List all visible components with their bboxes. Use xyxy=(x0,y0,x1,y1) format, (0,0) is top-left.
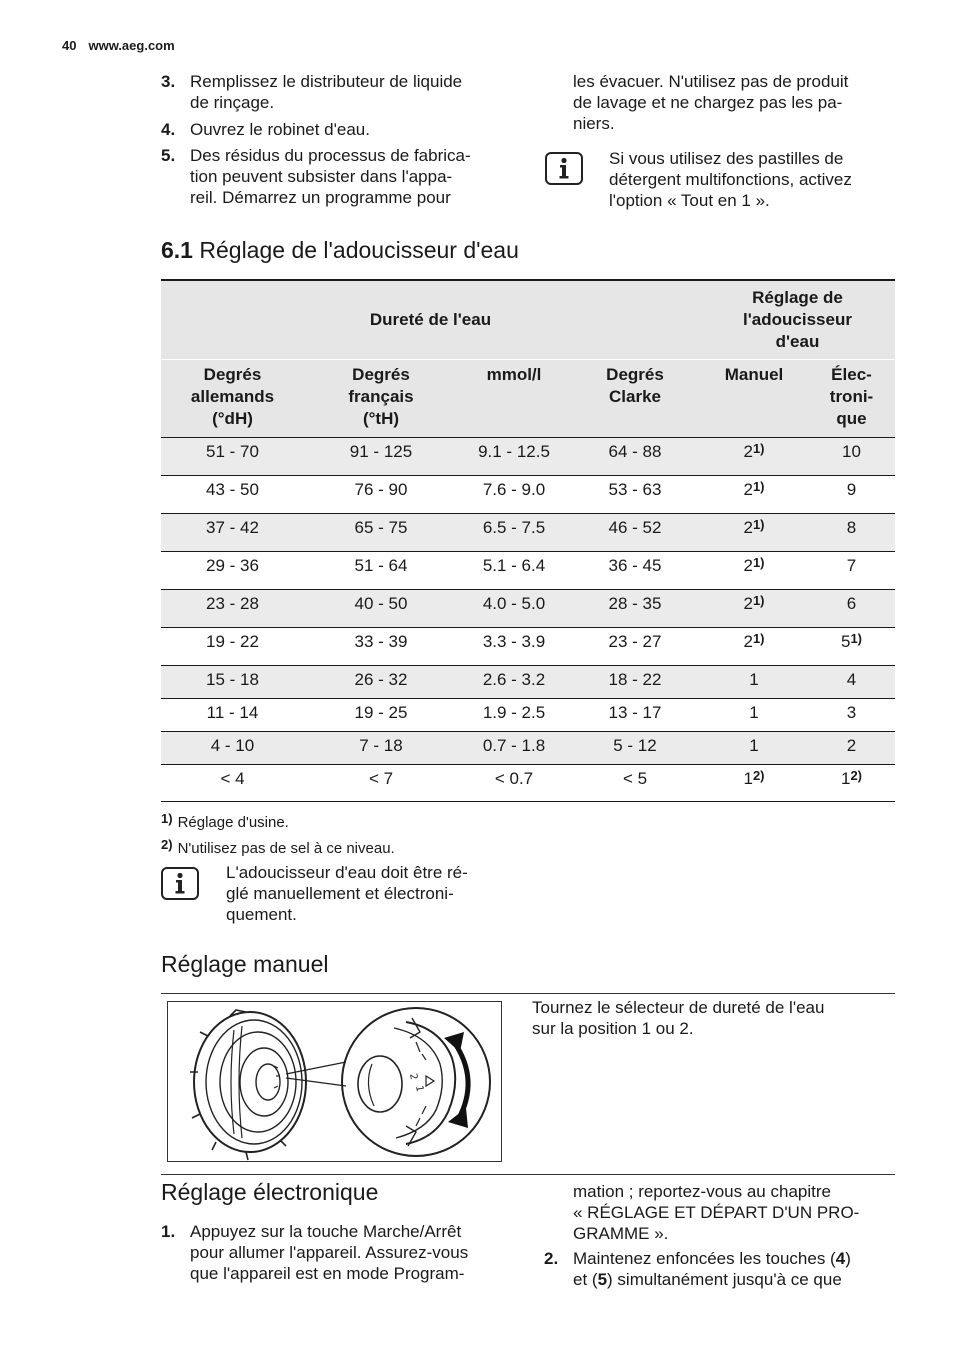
text-fragment: ) simultanément jusqu'à ce que xyxy=(607,1270,842,1289)
cell-value: 29 - 36 xyxy=(206,556,259,575)
cell-clarke xyxy=(570,514,700,552)
cell-value: 3 xyxy=(846,703,857,722)
cell-mmol xyxy=(458,552,570,590)
footnote-mark: 1) xyxy=(161,811,173,826)
footnote-ref: 1) xyxy=(752,631,765,646)
cell-value: 64 - 88 xyxy=(608,442,662,461)
table-row xyxy=(161,438,895,476)
col-header-clarke xyxy=(570,360,700,438)
info-glyph xyxy=(547,154,581,183)
cell-value: 9 xyxy=(846,480,857,499)
cell-clarke xyxy=(570,590,700,628)
cell-value: 19 - 25 xyxy=(354,703,408,722)
cell-value: 1 xyxy=(749,670,759,689)
table-row xyxy=(161,476,895,514)
table-row xyxy=(161,765,895,802)
cell-value: < 7 xyxy=(368,769,394,788)
line: l'adoucisseur xyxy=(743,310,852,329)
cell-value: 2 xyxy=(743,594,753,613)
section-rule-bottom xyxy=(161,1174,895,1175)
cell-value: 28 - 35 xyxy=(608,594,662,613)
cell-value: 6.5 - 7.5 xyxy=(482,518,546,537)
cell-value: 2 xyxy=(743,556,753,575)
line: de lavage et ne chargez pas les pa- xyxy=(573,93,843,112)
info-note-softener xyxy=(226,862,526,925)
cell-value: 6 xyxy=(846,594,857,613)
footnote-mark: 2) xyxy=(161,837,173,852)
table-column-header xyxy=(161,360,895,438)
cell-value: < 4 xyxy=(220,769,245,788)
cell-th xyxy=(304,476,458,514)
text-fragment: ) xyxy=(845,1249,851,1268)
cell-value: < 0.7 xyxy=(494,769,534,788)
footnote-ref: 2) xyxy=(850,768,863,783)
step-3 xyxy=(161,71,521,115)
line: Degrés xyxy=(606,365,664,384)
line: L'adoucisseur d'eau doit être ré- xyxy=(226,863,468,882)
dial-label-1: 1 xyxy=(413,1084,425,1093)
cell-value: 13 - 17 xyxy=(608,703,662,722)
text-fragment: et ( xyxy=(573,1270,598,1289)
line: troni- xyxy=(829,387,874,406)
cell-mmol xyxy=(458,666,570,699)
cell-value: 8 xyxy=(846,518,857,537)
key-reference: 4 xyxy=(835,1249,846,1268)
table-row xyxy=(161,699,895,732)
cell-value: 0.7 - 1.8 xyxy=(482,736,546,755)
cell-mmol xyxy=(458,514,570,552)
cell-value: 1 xyxy=(749,703,759,722)
cell-manual xyxy=(700,666,808,699)
cell-value: 2 xyxy=(743,442,753,461)
cell-value: 7 - 18 xyxy=(359,736,403,755)
cell-mmol xyxy=(458,699,570,732)
cell-value: 91 - 125 xyxy=(349,442,413,461)
cell-value: 7.6 - 9.0 xyxy=(482,480,546,499)
step-number: 4. xyxy=(161,120,176,139)
cell-th xyxy=(304,590,458,628)
cell-value: 2.6 - 3.2 xyxy=(482,670,546,689)
cell-mmol xyxy=(458,732,570,765)
cell-value: 4 - 10 xyxy=(210,736,255,755)
footnote-ref: 1) xyxy=(752,517,765,532)
cell-clarke xyxy=(570,476,700,514)
line: les évacuer. N'utilisez pas de produit xyxy=(573,72,849,91)
cell-dh xyxy=(161,476,304,514)
step-5-continuation xyxy=(573,71,903,134)
manual-setting-text xyxy=(532,997,892,1039)
table-row xyxy=(161,732,895,765)
cell-value: 46 - 52 xyxy=(608,518,662,537)
cell-manual xyxy=(700,628,808,666)
cell-dh xyxy=(161,552,304,590)
line: que xyxy=(836,409,867,428)
cell-value: 4.0 - 5.0 xyxy=(482,594,546,613)
step-text xyxy=(190,71,462,113)
cell-th xyxy=(304,765,458,802)
dial-illustration xyxy=(168,1002,501,1161)
cell-dh xyxy=(161,699,304,732)
cell-th xyxy=(304,628,458,666)
cell-value: 18 - 22 xyxy=(608,670,662,689)
table-row xyxy=(161,666,895,699)
step-5 xyxy=(161,145,521,211)
line: (°dH) xyxy=(212,409,253,428)
cell-value: 53 - 63 xyxy=(608,480,662,499)
line: l'option « Tout en 1 ». xyxy=(609,191,770,210)
electronic-step-2 xyxy=(544,1248,904,1292)
website-url: www.aeg.com xyxy=(88,38,175,53)
line: Des résidus du processus de fabrica- xyxy=(190,146,471,165)
line: niers. xyxy=(573,114,615,133)
step-number: 5. xyxy=(161,146,176,165)
cell-mmol xyxy=(458,438,570,476)
cell-dh xyxy=(161,438,304,476)
cell-th xyxy=(304,514,458,552)
cell-value: 4 xyxy=(846,670,857,689)
line: Réglage de xyxy=(752,288,843,307)
footnote-ref: 1) xyxy=(752,593,765,608)
footnote-ref: 1) xyxy=(752,555,765,570)
page-number: 40 xyxy=(62,38,77,53)
line: de rinçage. xyxy=(190,93,275,112)
cell-manual xyxy=(700,699,808,732)
col-header-th xyxy=(304,360,458,438)
table-body xyxy=(161,438,895,802)
cell-value: 3.3 - 3.9 xyxy=(482,632,546,651)
cell-electronic xyxy=(808,438,895,476)
cell-value: 33 - 39 xyxy=(354,632,408,651)
cell-value: 5 - 12 xyxy=(613,736,657,755)
cell-th xyxy=(304,666,458,699)
cell-value: 65 - 75 xyxy=(354,518,408,537)
cell-manual xyxy=(700,732,808,765)
cell-clarke xyxy=(570,666,700,699)
footnote-ref: 1) xyxy=(850,631,863,646)
hardness-dial-figure xyxy=(167,1001,502,1162)
cell-electronic xyxy=(808,666,895,699)
salt-container-cap xyxy=(190,1010,306,1160)
step-text xyxy=(573,1248,851,1290)
cell-mmol xyxy=(458,476,570,514)
cell-value: 1 xyxy=(840,769,851,788)
cell-value: 51 - 70 xyxy=(206,442,259,461)
step-number: 1. xyxy=(161,1222,176,1241)
cell-clarke xyxy=(570,552,700,590)
cell-value: 23 - 27 xyxy=(608,632,662,651)
water-hardness-table xyxy=(161,279,895,802)
section-heading-manual xyxy=(161,950,329,978)
footnote-ref: 1) xyxy=(752,441,765,456)
section-heading-electronic xyxy=(161,1178,378,1206)
col-header-mmol: mmol/l xyxy=(458,360,570,438)
cell-th xyxy=(304,438,458,476)
table-row xyxy=(161,628,895,666)
cell-value: 37 - 42 xyxy=(206,518,259,537)
cell-manual xyxy=(700,552,808,590)
line: mation ; reportez-vous au chapitre xyxy=(573,1182,831,1201)
col-header-manual: Manuel xyxy=(700,360,808,438)
cell-value: 11 - 14 xyxy=(206,703,259,722)
electronic-step-1 xyxy=(161,1221,521,1287)
cell-manual xyxy=(700,590,808,628)
info-note-multifunction xyxy=(609,148,909,211)
cell-value: 43 - 50 xyxy=(206,480,259,499)
line: détergent multifonctions, activez xyxy=(609,170,852,189)
table-group-header xyxy=(161,280,895,360)
cell-dh xyxy=(161,514,304,552)
footnote-1 xyxy=(161,810,289,832)
line: reil. Démarrez un programme pour xyxy=(190,188,451,207)
line: quement. xyxy=(226,905,297,924)
cell-manual xyxy=(700,476,808,514)
cell-clarke xyxy=(570,732,700,765)
cell-mmol xyxy=(458,590,570,628)
line: Si vous utilisez des pastilles de xyxy=(609,149,844,168)
cell-value: 7 xyxy=(846,556,857,575)
line: « RÉGLAGE ET DÉPART D'UN PRO- xyxy=(573,1203,860,1222)
cell-electronic xyxy=(808,590,895,628)
footnote-text: N'utilisez pas de sel à ce niveau. xyxy=(177,840,395,857)
cell-clarke xyxy=(570,438,700,476)
cell-dh xyxy=(161,628,304,666)
line: Remplissez le distributeur de liquide xyxy=(190,72,463,91)
section-heading-6-1 xyxy=(161,236,519,264)
line: GRAMME ». xyxy=(573,1224,669,1243)
cell-electronic xyxy=(808,628,895,666)
cell-value: 1 xyxy=(749,736,759,755)
cell-value: < 5 xyxy=(622,769,648,788)
cell-electronic xyxy=(808,514,895,552)
cell-value: 9.1 - 12.5 xyxy=(478,442,550,461)
footnote-2 xyxy=(161,836,395,858)
line: Tournez le sélecteur de dureté de l'eau xyxy=(532,998,825,1017)
cell-mmol xyxy=(458,765,570,802)
section-title: Réglage de l'adoucisseur d'eau xyxy=(199,237,519,263)
cell-value: 1 xyxy=(743,769,753,788)
table-row xyxy=(161,590,895,628)
line: d'eau xyxy=(775,332,820,351)
cell-value: 2 xyxy=(743,518,753,537)
cell-value: 10 xyxy=(842,442,861,461)
step-text: Ouvrez le robinet d'eau. xyxy=(190,120,370,139)
step-number: 2. xyxy=(544,1249,559,1268)
section-title: Réglage manuel xyxy=(161,951,329,977)
line: allemands xyxy=(190,387,275,406)
info-icon xyxy=(545,152,583,185)
section-title: Réglage électronique xyxy=(161,1179,379,1205)
text-fragment: Maintenez enfoncées les touches ( xyxy=(573,1249,836,1268)
page-header xyxy=(62,38,175,53)
cell-electronic xyxy=(808,699,895,732)
cell-dh xyxy=(161,590,304,628)
cell-dh xyxy=(161,765,304,802)
cell-dh xyxy=(161,732,304,765)
cell-value: 40 - 50 xyxy=(354,594,408,613)
line: français xyxy=(348,387,414,406)
line: que l'appareil est en mode Program- xyxy=(190,1264,465,1283)
step-text xyxy=(190,1221,468,1284)
footnote-ref: 2) xyxy=(752,768,765,783)
header-softener-setting xyxy=(700,280,895,360)
cell-manual xyxy=(700,514,808,552)
footnote-text: Réglage d'usine. xyxy=(177,814,289,831)
info-glyph xyxy=(163,869,197,898)
line: tion peuvent subsister dans l'appa- xyxy=(190,167,453,186)
cell-clarke xyxy=(570,628,700,666)
step-text xyxy=(190,145,471,208)
table-row xyxy=(161,552,895,590)
cell-manual xyxy=(700,438,808,476)
electronic-step-1-continuation xyxy=(573,1181,903,1244)
cell-clarke xyxy=(570,765,700,802)
line: Degrés xyxy=(352,365,410,384)
line: Élec- xyxy=(831,365,872,384)
line: sur la position 1 ou 2. xyxy=(532,1019,694,1038)
table-row xyxy=(161,514,895,552)
line: (°tH) xyxy=(362,409,400,428)
cell-th xyxy=(304,699,458,732)
cell-value: 51 - 64 xyxy=(354,556,408,575)
cell-th xyxy=(304,732,458,765)
section-number: 6.1 xyxy=(161,237,193,263)
cell-value: 5 xyxy=(840,632,851,651)
line: Degrés xyxy=(203,365,262,384)
cell-electronic xyxy=(808,732,895,765)
dial-pointer-icon xyxy=(426,1076,434,1086)
cell-electronic xyxy=(808,765,895,802)
cell-electronic xyxy=(808,552,895,590)
line: pour allumer l'appareil. Assurez-vous xyxy=(190,1243,469,1262)
col-header-dh xyxy=(161,360,304,438)
header-water-hardness: Dureté de l'eau xyxy=(161,280,700,360)
info-icon xyxy=(161,867,199,900)
col-header-electronic xyxy=(808,360,895,438)
cell-value: 26 - 32 xyxy=(354,670,408,689)
cell-mmol xyxy=(458,628,570,666)
cell-value: 23 - 28 xyxy=(206,594,259,613)
footnote-ref: 1) xyxy=(752,479,765,494)
dial-label-2: 2 xyxy=(407,1072,419,1081)
step-number: 3. xyxy=(161,72,176,91)
line: glé manuellement et électroni- xyxy=(226,884,454,903)
step-4 xyxy=(161,119,521,141)
cell-value: 15 - 18 xyxy=(206,670,259,689)
key-reference: 5 xyxy=(597,1270,608,1289)
cell-value: 5.1 - 6.4 xyxy=(482,556,546,575)
cell-electronic xyxy=(808,476,895,514)
cell-value: 76 - 90 xyxy=(354,480,408,499)
cell-value: 2 xyxy=(743,632,753,651)
line: Appuyez sur la touche Marche/Arrêt xyxy=(190,1222,462,1241)
cell-value: 2 xyxy=(846,736,857,755)
cell-clarke xyxy=(570,699,700,732)
cell-value: 1.9 - 2.5 xyxy=(482,703,546,722)
cell-value: 36 - 45 xyxy=(608,556,662,575)
cell-manual xyxy=(700,765,808,802)
cell-th xyxy=(304,552,458,590)
cell-value: 2 xyxy=(743,480,753,499)
section-rule-top xyxy=(161,993,895,994)
cell-value: 19 - 22 xyxy=(206,632,259,651)
cell-dh xyxy=(161,666,304,699)
line: Clarke xyxy=(609,387,661,406)
